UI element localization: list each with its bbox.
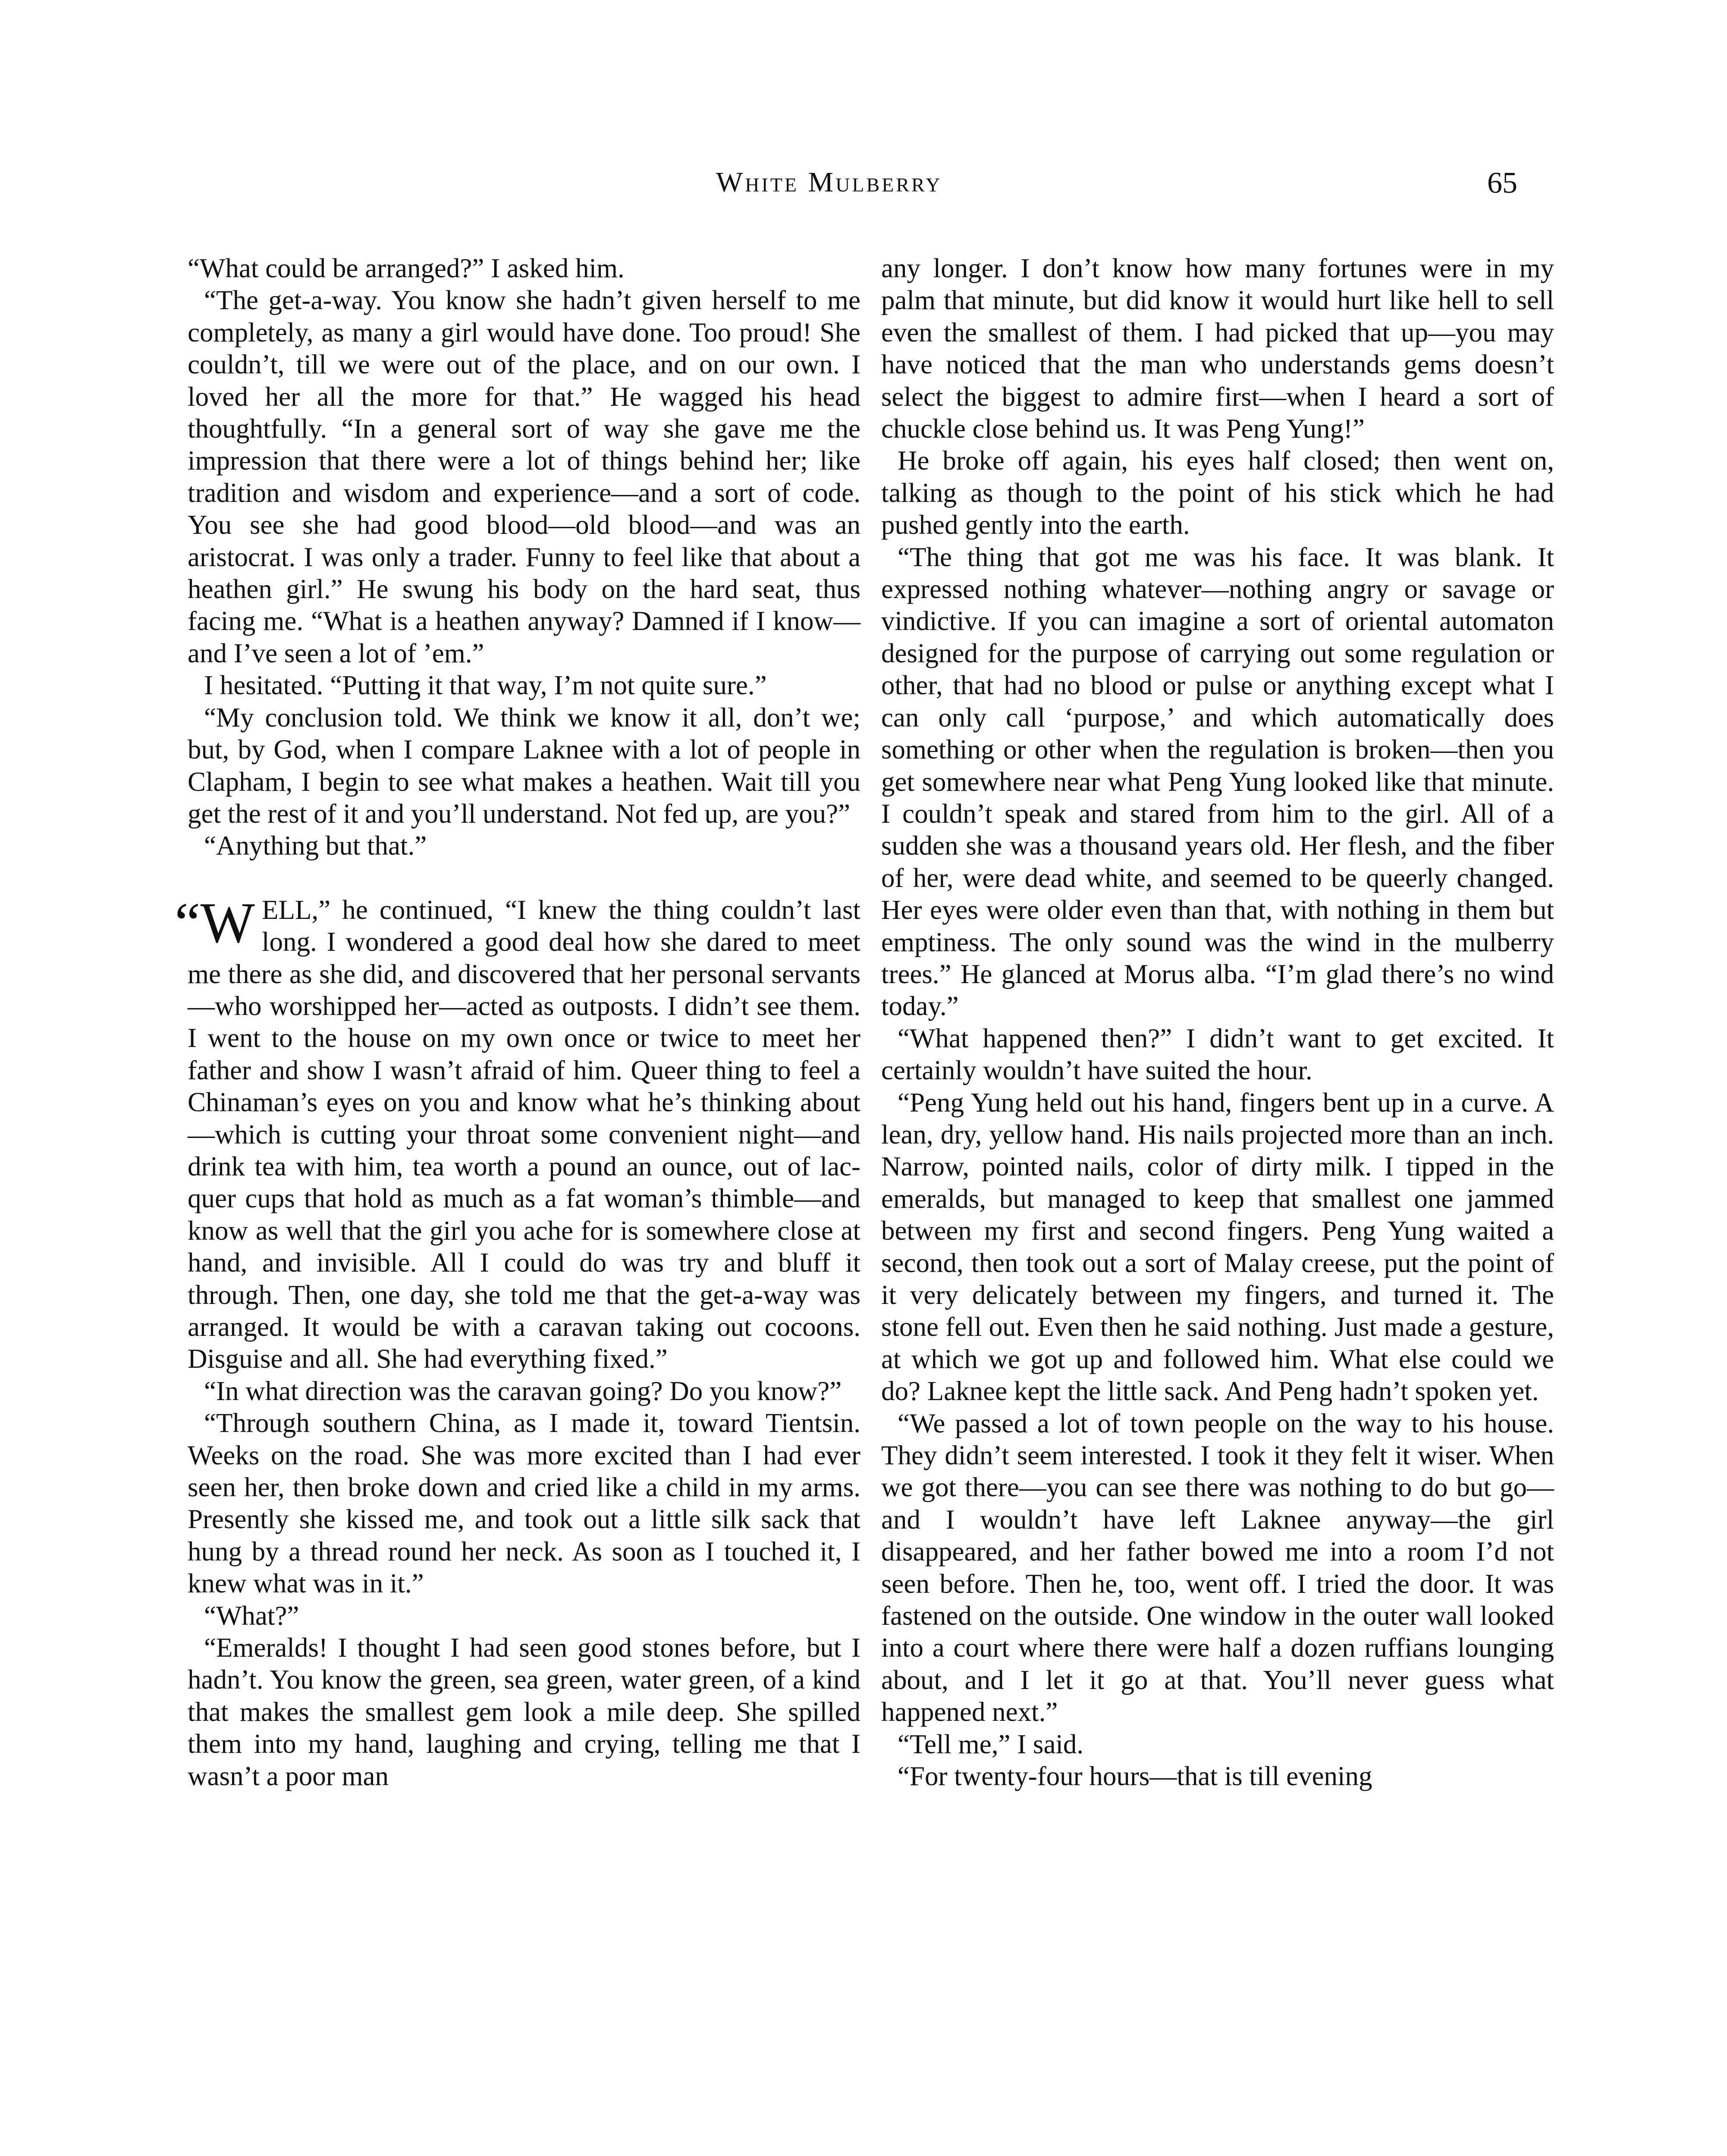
paragraph: “What happened then?” I didn’t want to get excited. It certainly wouldn’t have suited the hour. xyxy=(881,1023,1554,1086)
drop-cap-quote: “ xyxy=(175,890,201,955)
drop-cap xyxy=(175,890,255,955)
page-number: 65 xyxy=(1487,166,1517,200)
paragraph: He broke off again, his eyes half closed; then went on, talking as though to the point of his stick which he had pushed gently into the earth. xyxy=(881,445,1554,540)
paragraph: “What?” xyxy=(204,1600,299,1631)
paragraph: “My conclusion told. We think we know it all, don’t we; but, by God, when I compare Laknee with a lot of people in Clapham, I begin to see what makes a heathen. Wait till you get the rest of it and you’ll understand. Not fed up, are you?” xyxy=(188,702,860,829)
paragraph: “For twenty-four hours—that is till evening xyxy=(898,1761,1372,1792)
paragraph: any longer. I don’t know how many fortunes were in my palm that minute, but did know it would hurt like hell to sell even the smallest of them. I had picked that up—you may have noticed that the man who understands gems doesn’t select the biggest to admire first—when I heard a sort of chuckle close behind us. It was Peng Yung!” xyxy=(881,253,1554,444)
drop-cap-letter: W xyxy=(200,890,255,955)
paragraph: “The get-a-way. You know she hadn’t given herself to me completely, as many a girl would have done. Too proud! She couldn’t, till we were out of the place, and on our own. I loved her all the more for that.” He wagged his head thoughtfully. “In a general sort of way she gave me the impression that there were a lot of things behind her; like tradition and wisdom and experience—and a sort of code. You see she had good blood—old blood—and was an aristocrat. I was only a trader. Funny to feel like that about a heathen girl.” He swung his body on the hard seat, thus facing me. “What is a heathen anyway? Damned if I know—and I’ve seen a lot of ’em.” xyxy=(188,285,860,668)
right-column xyxy=(881,252,1554,1792)
paragraph: “Anything but that.” xyxy=(204,830,427,861)
paragraph: “In what direction was the caravan going? Do you know?” xyxy=(204,1376,842,1406)
paragraph: “The thing that got me was his face. It was blank. It expressed nothing whatever—nothing angry or savage or vindictive. If you can imagine a sort of oriental automaton designed for the purpose of carrying out some regulation or other, that had no blood or pulse or anything except what I can only call ‘purpose,’ and which automatically does something or other when the regulation is broken—then you get somewhere near what Peng Yung looked like that minute. I couldn’t speak and stared from him to the girl. All of a sudden she was a thousand years old. Her flesh, and the fiber of her, were dead white, and seemed to be queerly changed. Her eyes were older even than that, with nothing in them but emptiness. The only sound was the wind in the mulberry trees.” He glanced at Morus alba. “I’m glad there’s no wind today.” xyxy=(881,542,1554,1022)
paragraph: “Peng Yung held out his hand, fingers bent up in a curve. A lean, dry, yellow hand. His nails projected more than an inch. Narrow, pointed nails, color of dirty milk. I tipped in the emeralds, but managed to keep that smallest one jammed between my first and second fingers. Peng Yung waited a second, then took out a sort of Malay creese, put the point of it very delicately between my fingers, and turned it. The stone fell out. Even then he said nothing. Just made a gesture, at which we got up and followed him. What else could we do? Laknee kept the little sack. And Peng hadn’t spoken yet. xyxy=(881,1087,1554,1407)
running-header xyxy=(0,166,1727,218)
paragraph: I hesitated. “Putting it that way, I’m not quite sure.” xyxy=(204,670,767,701)
paragraph: “We passed a lot of town people on the way to his house. They didn’t seem interested. I took it they felt it wiser. When we got there—you can see there was nothing to do but go—and I wouldn’t have left Laknee anyway—the girl disappeared, and her father bowed me into a room I’d not seen before. Then he, too, went off. I tried the door. It was fastened on the outside. One window in the outer wall looked into a court where there were half a dozen ruffians lounging about, and I let it go at that. You’ll never guess what happened next.” xyxy=(881,1408,1554,1727)
paragraph: “What could be arranged?” I asked him. xyxy=(188,253,625,283)
paragraph: “Tell me,” I said. xyxy=(898,1729,1084,1759)
left-column xyxy=(175,252,860,1792)
section-opening-paragraph xyxy=(175,890,860,1375)
paragraph: “Through southern China, as I made it, toward Tientsin. Weeks on the road. She was more excited than I had ever seen her, then broke down and cried like a child in my arms. Presently she kissed me, and took out a little silk sack that hung by a thread round her neck. As soon as I touched it, I knew what was in it.” xyxy=(188,1408,860,1599)
running-title: White Mulberry xyxy=(716,166,942,198)
section-text: ELL,” he continued, “I knew the thing couldn’t last long. I wondered a good deal how she dared to meet me there as she did, and discovered that her personal servants—who worshipped her—acted as outposts. I didn’t see them. I went to the house on my own once or twice to meet her father and show I wasn’t afraid of him. Queer thing to feel a Chinaman’s eyes on you and know what he’s thinking about—which is cutting your throat some convenient night—and drink tea with him, tea worth a pound an ounce, out of lacquer cups that hold as much as a fat woman’s thimble—and know as well that the girl you ache for is somewhere close at hand, and invisible. All I could do was try and bluff it through. Then, one day, she told me that the get-a-way was arranged. It would be with a caravan taking out cocoons. Disguise and all. She had everything fixed.” xyxy=(188,894,860,1374)
paragraph: “Emeralds! I thought I had seen good stones before, but I hadn’t. You know the green, sea green, water green, of a kind that makes the smallest gem look a mile deep. She spilled them into my hand, laughing and crying, telling me that I wasn’t a poor man xyxy=(188,1633,860,1791)
